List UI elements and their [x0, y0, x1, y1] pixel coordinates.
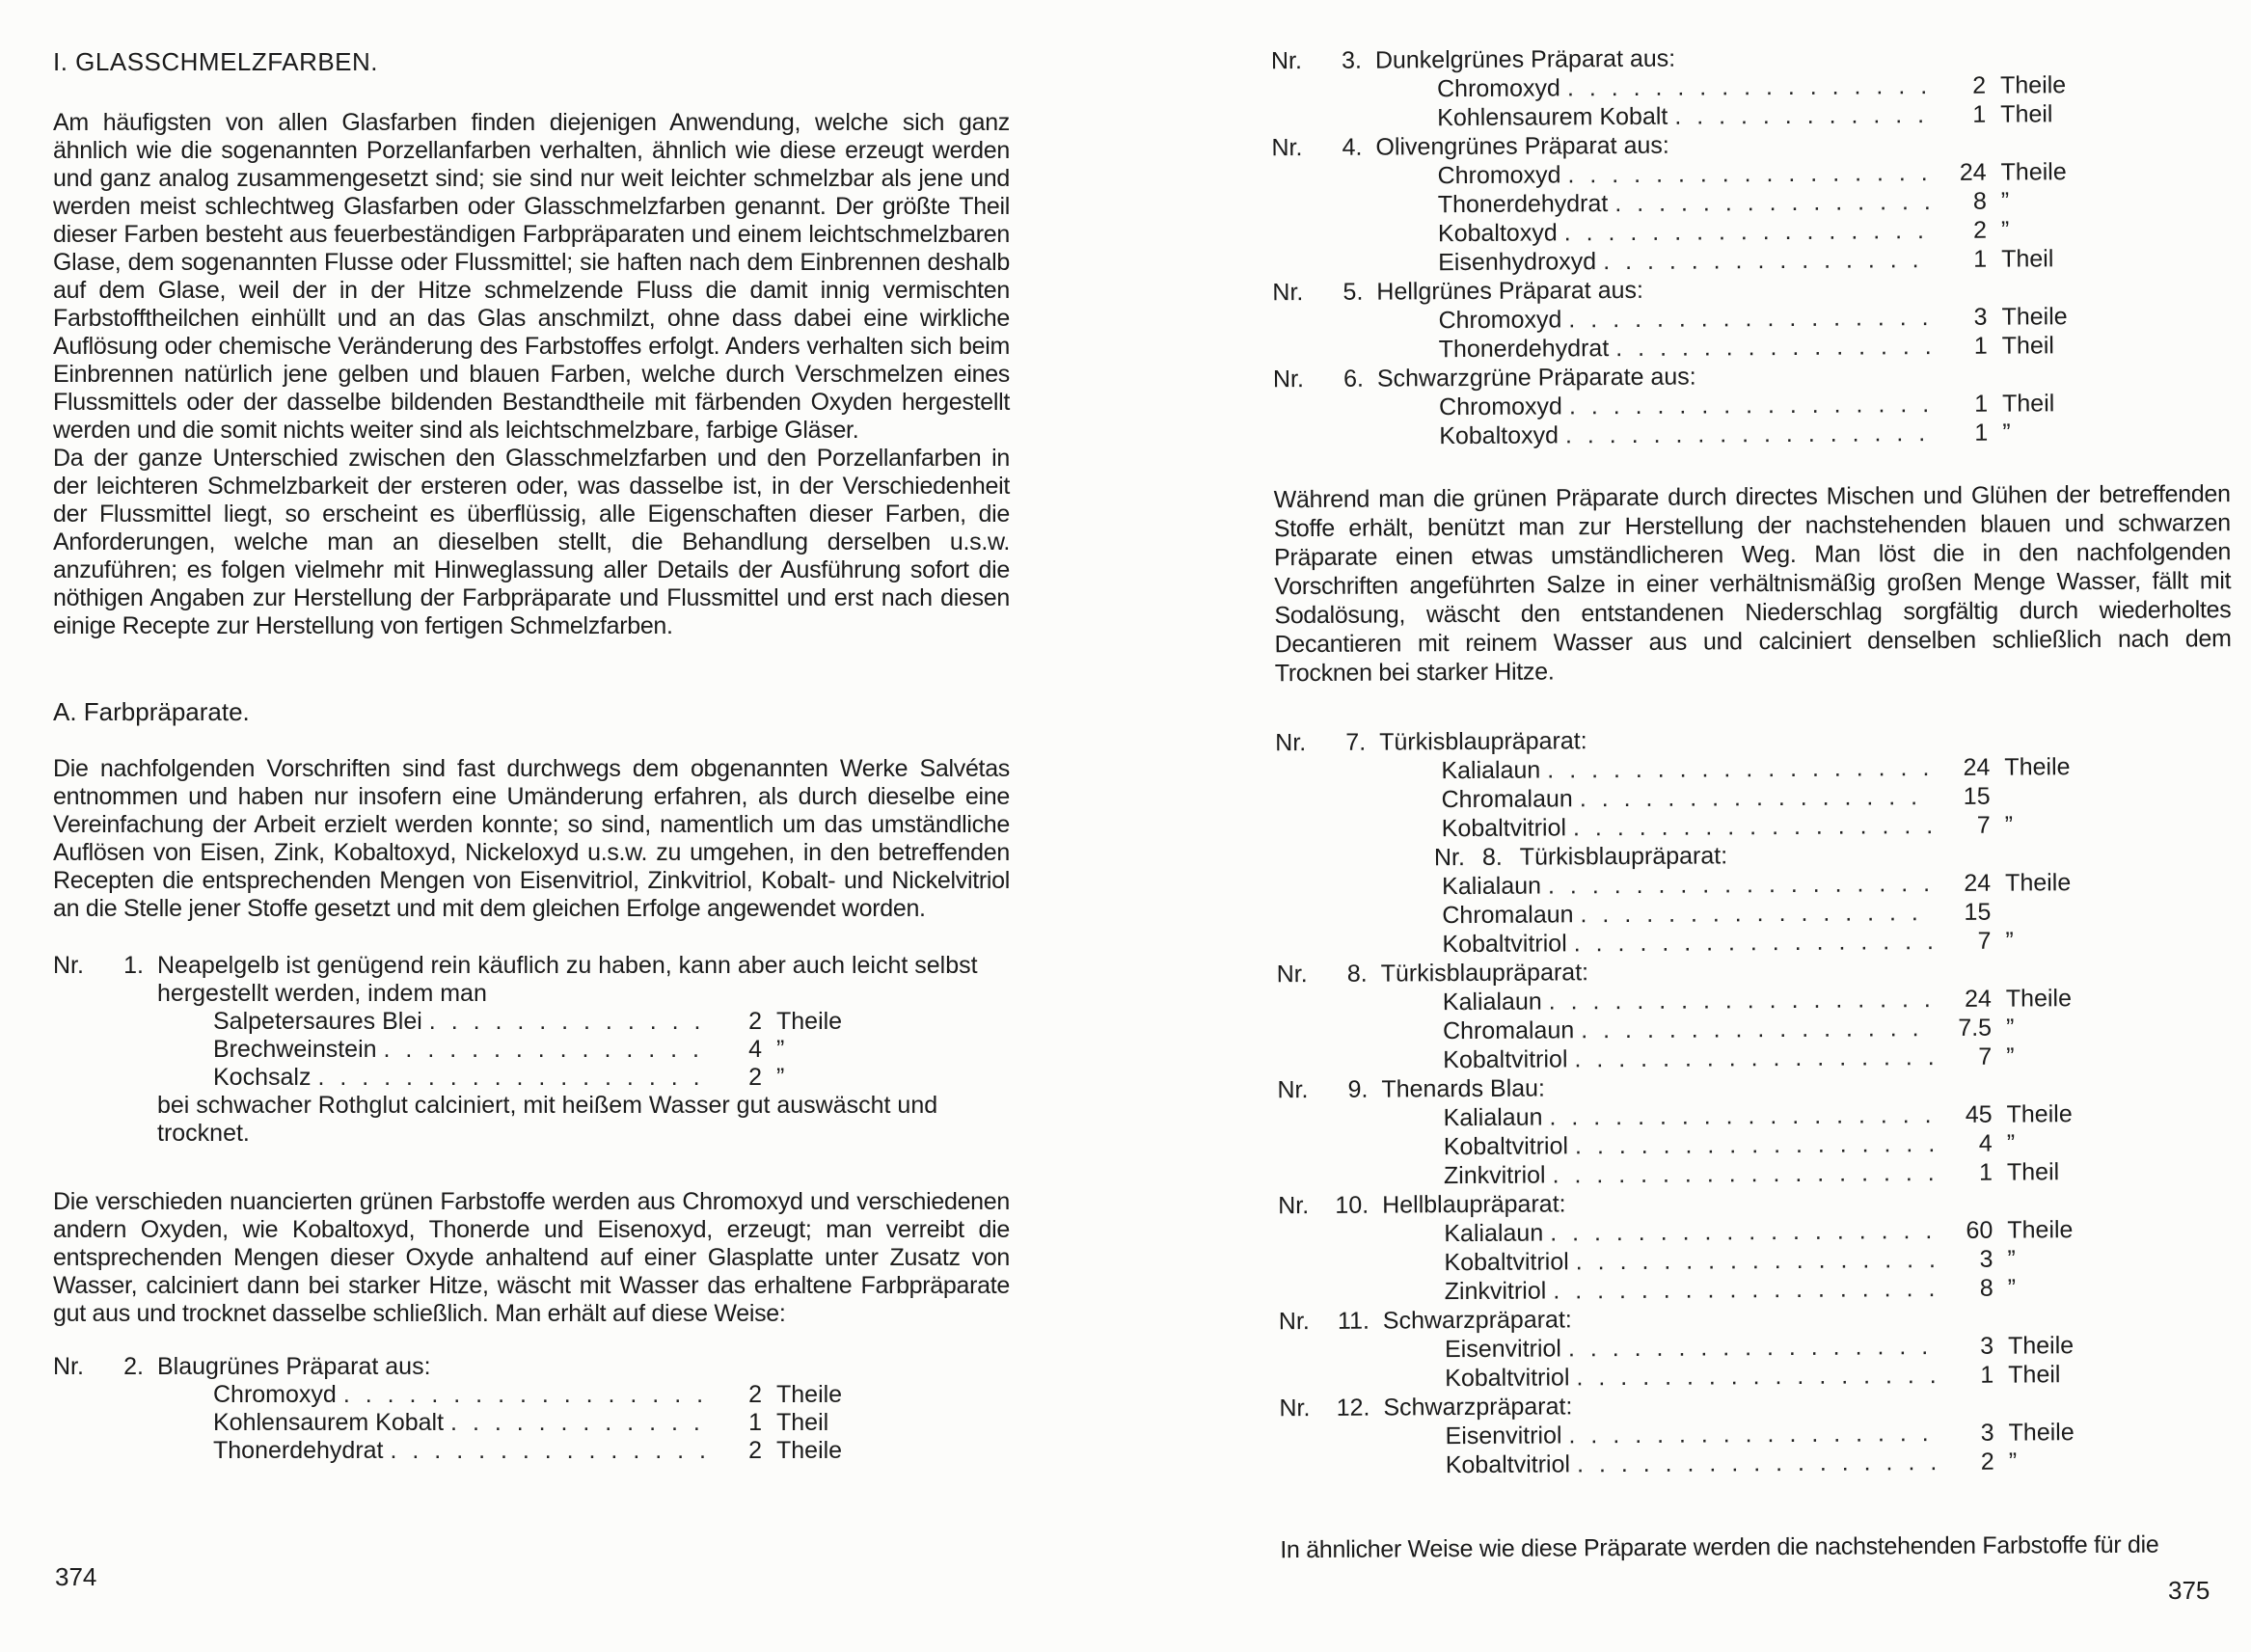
- dot-leader: [1541, 869, 1935, 900]
- ingredient-unit: [1991, 803, 2094, 804]
- dot-leader: [1560, 158, 1930, 189]
- ingredient-name: Kalialaun: [1443, 1103, 1543, 1132]
- ingredient-row: [1445, 1331, 2097, 1364]
- ingredient-name: Thonerdehydrat: [1438, 335, 1610, 364]
- ingredient-name: Eisenvitriol: [1444, 1335, 1562, 1364]
- ingredient-unit: Theile: [2000, 158, 2067, 186]
- dot-leader: [1561, 303, 1931, 334]
- recipe-number: 8.: [1346, 960, 1368, 988]
- ingredient-row: [1445, 1273, 2097, 1306]
- ingredient-unit: ”: [2006, 1129, 2016, 1157]
- recipe-list-bottom: [1275, 722, 2237, 1480]
- ingredient-unit: ”: [2005, 927, 2014, 955]
- ingredient-name: Eisenvitriol: [1445, 1422, 1562, 1450]
- recipe-number: 7.: [1345, 728, 1367, 756]
- recipe-nr-label: Nr.: [1271, 134, 1303, 162]
- ingredient-name: Kalialaun: [1444, 1219, 1544, 1248]
- ingredient-quantity: 15: [1963, 782, 1991, 810]
- recipe-title: Dunkelgrünes Präparat aus:: [1374, 44, 1676, 74]
- section-heading: A. Farbpräparate.: [53, 697, 250, 726]
- recipe-number: 12.: [1336, 1394, 1370, 1422]
- ingredient-row: [1437, 99, 2089, 132]
- ingredient-unit: ”: [2000, 216, 2010, 244]
- dot-leader: [384, 1437, 706, 1465]
- ingredient-quantity: 1: [1973, 332, 1988, 360]
- ingredient-name: Chromoxyd: [1438, 306, 1562, 335]
- ingredient-name: Chromalaun: [1442, 901, 1574, 930]
- ingredient-unit: Theil: [2001, 332, 2054, 360]
- ingredient-row: [1443, 1042, 2095, 1074]
- recipe-nr-label: Nr.: [1276, 961, 1308, 988]
- recipe-number: 9.: [1347, 1075, 1369, 1103]
- ingredient-row: [1439, 418, 2091, 450]
- recipe-nr-label: Nr.: [1275, 729, 1307, 757]
- dot-leader: [337, 1381, 706, 1409]
- ingredient-unit: Theil: [2008, 1361, 2061, 1389]
- recipe-number: 8.: [1481, 843, 1503, 871]
- ingredient-name: Kobaltvitriol: [1441, 814, 1567, 843]
- ingredient-unit: Theile: [2005, 869, 2072, 897]
- ingredient-unit: ”: [2004, 811, 2014, 839]
- ingredient-name: Chromoxyd: [1436, 74, 1560, 103]
- ingredient-name: Kobaltvitriol: [1445, 1364, 1570, 1393]
- ingredient-name: Kobaltvitriol: [1444, 1248, 1569, 1277]
- ingredient-name: Eisenhydroxyd: [1438, 248, 1597, 277]
- ingredient-name: Kobaltoxyd: [1439, 421, 1559, 450]
- ingredient-quantity: 1: [1974, 390, 1989, 418]
- chapter-heading: I. GLASSCHMELZFARBEN.: [53, 47, 379, 76]
- ingredient-quantity: 7: [1978, 1043, 1993, 1070]
- ingredient-name: Kobaltvitriol: [1443, 1132, 1569, 1161]
- recipe-block: [1278, 1185, 2236, 1307]
- ingredient-row: [1444, 1128, 2096, 1161]
- recipe-block: [1277, 954, 2235, 1075]
- ingredient-quantity: 2: [748, 1437, 762, 1464]
- recipe-number: 4.: [1342, 133, 1363, 161]
- ingredient-quantity: 8: [1972, 187, 1987, 215]
- recipe-nr-label: Nr.: [1272, 279, 1304, 307]
- recipe-title: Schwarzpräparat:: [1382, 1306, 1572, 1335]
- ingredient-row: [1441, 781, 2093, 814]
- ingredient-quantity: 7: [1976, 811, 1991, 839]
- page-374: [53, 0, 1010, 1465]
- ingredient-quantity: 2: [1972, 216, 1988, 244]
- recipe-number: 10.: [1335, 1191, 1370, 1219]
- recipe-block: [53, 1353, 1010, 1465]
- ingredient-quantity: 2: [748, 1064, 762, 1091]
- ingredient-row: [213, 1381, 865, 1409]
- ingredient-unit: Theil: [2001, 390, 2055, 418]
- dot-leader: [422, 1008, 706, 1036]
- ingredient-row: [1444, 1099, 2096, 1132]
- ingredient-name: Thonerdehydrat: [213, 1437, 384, 1464]
- ingredient-quantity: 8: [1979, 1274, 1993, 1302]
- recipe-number: 11.: [1337, 1307, 1370, 1335]
- ingredient-quantity: 2: [1980, 1448, 1994, 1476]
- recipe-block: [1279, 1301, 2237, 1394]
- dot-leader: [1567, 1043, 1936, 1073]
- ingredient-row: [1439, 389, 2091, 421]
- dot-leader: [1560, 71, 1930, 102]
- ingredient-quantity: 1: [1980, 1361, 1994, 1389]
- dot-leader: [1573, 898, 1935, 929]
- ingredient-name: Kobaltvitriol: [1442, 930, 1567, 959]
- recipe-title: Neapelgelb ist genügend rein käuflich zu haben, kann aber auch leicht selbst: [157, 952, 978, 979]
- ingredient-row: [1441, 752, 2093, 785]
- recipe-block: [1277, 1070, 2235, 1191]
- ingredient-row: [1442, 868, 2094, 901]
- recipe-nr-label: Nr.: [1278, 1308, 1310, 1336]
- dot-leader: [1569, 1245, 1938, 1276]
- dot-leader: [1561, 1332, 1938, 1363]
- ingredient-name: Kohlensaurem Kobalt: [213, 1409, 445, 1436]
- ingredient-quantity: 4: [1978, 1129, 1993, 1157]
- recipe-nr-label: Nr.: [53, 952, 84, 979]
- ingredient-quantity: 3: [1980, 1419, 1994, 1447]
- ingredient-name: Kalialaun: [1442, 872, 1542, 901]
- ingredient-quantity: 24: [1963, 753, 1991, 781]
- ingredient-quantity: 3: [1973, 303, 1988, 331]
- dot-leader: [1540, 753, 1934, 784]
- recipe-title: Schwarzgrüne Präparate aus:: [1376, 363, 1696, 393]
- dot-leader: [1573, 782, 1935, 813]
- ingredient-row: [1444, 1215, 2096, 1248]
- ingredient-name: Chromoxyd: [1439, 393, 1563, 421]
- ingredient-unit: Theile: [2005, 985, 2073, 1013]
- ingredient-unit: Theile: [2007, 1216, 2074, 1244]
- ingredient-row: [1443, 1013, 2095, 1045]
- dot-leader: [1608, 187, 1931, 218]
- ingredient-row: [213, 1036, 865, 1064]
- recipe-number: 5.: [1342, 278, 1364, 306]
- recipe-title: Türkisblaupräparat:: [1519, 842, 1728, 871]
- ingredient-unit: ”: [776, 1064, 785, 1091]
- recipe-nr-2: [53, 1353, 1010, 1465]
- closing-line: In ähnlicher Weise wie diese Präparate werden die nachstehenden Farbstoffe für die: [1280, 1530, 2159, 1564]
- ingredient-row: [1442, 897, 2094, 930]
- paragraph-blue-black-method: Während man die grünen Präparate durch directes Mischen und Glühen der betreffenden Stoffe erhält, benützt man zur Herstellung der nachstehenden blauen und schwarzen Präparate einen etwas umständlicheren Weg. Man löst die in den nachfolgenden Vorschriften angeführten Salze in einer verhältnismäßig großen Menge Wasser, fällt mit Sodalösung, wäscht den entstandenen Niederschlag sorgfältig durch wiederholtes Decantieren mit reinem Wasser aus und calciniert denselben schließlich nach dem Trocknen bei starker Hitze.: [1273, 480, 2232, 688]
- ingredient-quantity: 45: [1965, 1100, 1993, 1128]
- paragraph-green-pigments: Die verschieden nuancierten grünen Farbstoffe werden aus Chromoxyd und verschiedenen andern Oxyden, wie Kobaltoxyd, Thonerde und Eisenoxyd, erzeugt; man verreibt die entsprechenden Mengen dieser Oxyde anhaltend auf einer Glasplatte unter Zusatz von Wasser, calciniert dann bei starker Hitze, wäscht mit Wasser das erhaltene Farbpräparate gut aus und trocknet dasselbe schließlich. Man erhält auf diese Weise:: [53, 1188, 1010, 1327]
- recipe-title: Blaugrünes Präparat aus:: [157, 1353, 431, 1380]
- ingredient-row: [1438, 302, 2090, 335]
- recipe-block: [1275, 722, 2233, 960]
- ingredient-quantity: 1: [1978, 1158, 1993, 1186]
- ingredient-row: [1443, 984, 2095, 1016]
- ingredient-unit: Theile: [776, 1008, 843, 1035]
- ingredient-quantity: 1: [1972, 100, 1987, 128]
- ingredient-unit: ”: [2002, 419, 2011, 447]
- ingredient-row: [1444, 1244, 2096, 1277]
- recipe-block: [53, 952, 1010, 1148]
- dot-leader: [1545, 1158, 1937, 1189]
- ingredient-unit: Theile: [1999, 71, 2067, 99]
- dot-leader: [1567, 927, 1936, 958]
- ingredient-unit: Theil: [2000, 100, 2053, 128]
- ingredient-quantity: 15: [1964, 898, 1992, 926]
- ingredient-unit: Theil: [2006, 1158, 2060, 1186]
- ingredient-name: Brechweinstein: [213, 1036, 377, 1063]
- recipe-block: [1271, 127, 2229, 278]
- ingredient-name: Chromalaun: [1442, 1016, 1575, 1045]
- recipe-block: [1271, 41, 2229, 133]
- ingredient-unit: Theil: [776, 1409, 829, 1436]
- recipe-title: Thenards Blau:: [1381, 1074, 1546, 1103]
- dot-leader: [1668, 100, 1930, 131]
- recipe-title: Türkisblaupräparat:: [1380, 959, 1589, 988]
- dot-leader: [1574, 1014, 1936, 1044]
- ingredient-quantity: 2: [1972, 71, 1987, 99]
- ingredient-quantity: 24: [1964, 869, 1992, 897]
- ingredient-row: [213, 1437, 865, 1465]
- recipe-number: 2.: [123, 1353, 144, 1380]
- ingredient-unit: ”: [776, 1036, 785, 1063]
- recipe-number: 3.: [1341, 46, 1362, 74]
- ingredient-quantity: 2: [748, 1381, 762, 1408]
- ingredient-name: Chromalaun: [1441, 785, 1573, 814]
- dot-leader: [1566, 811, 1935, 842]
- ingredient-quantity: 1: [748, 1409, 762, 1436]
- ingredient-unit: [1991, 919, 2094, 920]
- ingredient-name: Chromoxyd: [213, 1381, 337, 1408]
- dot-leader: [1542, 1100, 1936, 1131]
- ingredient-quantity: 7.5: [1958, 1014, 1993, 1042]
- dot-leader: [1562, 390, 1932, 420]
- recipe-block: [1272, 272, 2230, 365]
- ingredient-name: Kochsalz: [213, 1064, 312, 1091]
- recipe-header: [53, 1353, 1010, 1381]
- ingredient-row: [1446, 1447, 2098, 1479]
- ingredient-unit: Theile: [2001, 303, 2068, 331]
- ingredient-name: Kobaltvitriol: [1443, 1045, 1568, 1074]
- dot-leader: [1609, 332, 1932, 363]
- ingredient-row: [1446, 1418, 2098, 1450]
- dot-leader: [1543, 1216, 1937, 1247]
- ingredient-unit: Theile: [2007, 1332, 2075, 1360]
- ingredient-unit: ”: [2005, 1014, 2015, 1042]
- recipe-title: Türkisblaupräparat:: [1379, 727, 1587, 756]
- ingredient-name: Kobaltoxyd: [1437, 219, 1558, 248]
- recipe-nr-label: Nr.: [1278, 1192, 1310, 1220]
- recipe-outro-line: bei schwacher Rothglut calciniert, mit heißem Wasser gut auswäscht und: [157, 1092, 938, 1119]
- ingredient-name: Thonerdehydrat: [1437, 190, 1609, 219]
- ingredient-unit: Theil: [2001, 245, 2054, 273]
- recipe-nr-1: [53, 952, 1010, 1148]
- recipe-nr-label: Nr.: [53, 1353, 84, 1380]
- sub-recipe-header: [1434, 838, 2233, 872]
- ingredient-quantity: 4: [748, 1036, 762, 1063]
- ingredient-name: Zinkvitriol: [1443, 1161, 1546, 1190]
- page-number-right: 375: [2168, 1576, 2210, 1605]
- ingredient-name: Chromoxyd: [1437, 161, 1561, 190]
- recipe-title: Hellgrünes Präparat aus:: [1376, 276, 1643, 306]
- dot-leader: [1568, 1129, 1937, 1160]
- recipe-nr-label: Nr.: [1433, 844, 1465, 872]
- dot-leader: [1559, 419, 1932, 449]
- dot-leader: [1561, 1419, 1938, 1449]
- ingredient-unit: Theile: [776, 1381, 843, 1408]
- ingredient-name: Zinkvitriol: [1444, 1277, 1547, 1306]
- ingredient-quantity: 24: [1964, 985, 1992, 1013]
- ingredient-unit: ”: [2008, 1448, 2018, 1476]
- ingredient-row: [1438, 215, 2090, 248]
- ingredient-unit: Theile: [2004, 753, 2071, 781]
- recipe-nr-label: Nr.: [1272, 366, 1304, 393]
- page-375: [1271, 0, 2237, 1564]
- ingredient-row: [213, 1064, 865, 1092]
- dot-leader: [1546, 1274, 1938, 1305]
- paragraph-intro-1: Am häufigsten von allen Glasfarben finden diejenigen Anwendung, welche sich ganz ähnlich wie die sogenannten Porzellanfarben verhalten, ähnlich wie diese erzeugt werden und ganz analog zusammengesetzt sind; sie sind nur weit leichter schmelzbar als jene und werden meist schlechtweg Glasfarben oder Glasschmelzfarben genannt. Der größte Theil dieser Farben besteht aus feuerbeständigen Farbpräparaten und einem leichtschmelzbaren Glase, dem sogenannten Flusse oder Flussmittel; sie haften nach dem Einbrennen deshalb auf dem Glase, weil der in der Hitze schmelzende Fluss die damit innig vermischten Farbstofftheilchen einhüllt und an das Glas anschmilzt, ohne dass dabei eine wirkliche Auflösung oder chemische Veränderung des Farbstoffes erfolgt. Anders verhalten sich beim Einbrennen natürlich jene gelben und blauen Farben, welche durch Verschmelzen eines Flussmittels oder der dasselbe bildenden Bestandtheile mit färbenden Oxyden hergestellt werden und die somit nichts weiter sind als leichtschmelzbare, farbige Gläser.: [53, 109, 1010, 444]
- ingredient-quantity: 1: [1973, 245, 1988, 273]
- ingredient-row: [1439, 331, 2091, 364]
- ingredient-name: Kalialaun: [1442, 988, 1542, 1016]
- ingredient-row: [213, 1409, 865, 1437]
- dot-leader: [1570, 1448, 1939, 1478]
- dot-leader: [1558, 216, 1931, 247]
- recipe-title: Olivengrünes Präparat aus:: [1375, 131, 1669, 161]
- ingredient-row: [1437, 70, 2089, 103]
- recipe-title: Schwarzpräparat:: [1383, 1393, 1573, 1422]
- recipe-block: [1273, 359, 2231, 451]
- ingredient-quantity: 3: [1979, 1245, 1993, 1273]
- ingredient-unit: Theile: [2008, 1419, 2075, 1447]
- recipe-title: Hellblaupräparat:: [1382, 1190, 1566, 1219]
- ingredient-row: [1442, 810, 2094, 843]
- page-number-left: 374: [55, 1562, 97, 1591]
- recipe-nr-label: Nr.: [1270, 47, 1302, 75]
- ingredient-quantity: 2: [748, 1008, 762, 1035]
- ingredient-name: Salpetersaures Blei: [213, 1008, 422, 1035]
- recipe-number: 6.: [1342, 365, 1364, 393]
- dot-leader: [1569, 1361, 1938, 1392]
- recipe-outro-line: trocknet.: [157, 1120, 250, 1147]
- ingredient-row: [1445, 1360, 2097, 1393]
- ingredient-quantity: 1: [1974, 419, 1989, 447]
- recipe-number: 1.: [123, 952, 144, 979]
- recipe-title-continuation: hergestellt werden, indem man: [157, 980, 487, 1007]
- ingredient-row: [1438, 244, 2090, 277]
- ingredient-quantity: 7: [1977, 927, 1992, 955]
- dot-leader: [377, 1036, 706, 1064]
- ingredient-unit: Theile: [776, 1437, 843, 1464]
- dot-leader: [1542, 985, 1936, 1016]
- ingredient-name: Kobaltvitriol: [1445, 1450, 1571, 1479]
- ingredient-unit: ”: [2007, 1274, 2017, 1302]
- dot-leader: [444, 1409, 706, 1437]
- ingredient-quantity: 60: [1966, 1216, 1993, 1244]
- ingredient-unit: ”: [2007, 1245, 2016, 1273]
- ingredient-unit: ”: [2000, 187, 2010, 215]
- paragraph-intro-2: Da der ganze Unterschied zwischen den Glasschmelzfarben und den Porzellanfarben in der leichteren Schmelzbarkeit der ersteren oder, was dasselbe ist, in der Verschiedenheit der Flussmittel liegt, so erscheint es überflüssig, alle Eigenschaften dieser Farben, die Anforderungen, welche man an dieselben stellt, die Behandlung derselben u.s.w. anzuführen; es folgen vielmehr mit Hinweglassung aller Details der Ausführung sofort die nöthigen Angaben zur Herstellung der Farbpräparate und Flussmittel und erst nach diesen einige Recepte zur Herstellung von fertigen Schmelzfarben.: [53, 445, 1010, 639]
- paragraph-sources: Die nachfolgenden Vorschriften sind fast durchwegs dem obgenannten Werke Salvétas entnommen und haben nur insofern eine Umänderung erfahren, als durch dieselbe eine Vereinfachung der Arbeit erzielt werden konnte; so sind, namentlich um das umständliche Auflösen von Eisen, Zink, Kobaltoxyd, Nickeloxyd u.s.w. zu umgehen, in den betreffenden Recepten die entsprechenden Mengen von Eisenvitriol, Zinkvitriol, Kobalt- und Nickelvitriol an die Stelle jener Stoffe gesetzt und mit dem gleichen Erfolge angewendet worden.: [53, 755, 1010, 922]
- recipe-block: [1279, 1388, 2237, 1480]
- recipe-nr-label: Nr.: [1279, 1395, 1311, 1422]
- recipe-nr-label: Nr.: [1277, 1076, 1309, 1104]
- ingredient-row: [1438, 157, 2090, 190]
- dot-leader: [1596, 245, 1931, 276]
- ingredient-name: Kohlensaurem Kobalt: [1437, 102, 1668, 132]
- ingredient-row: [1442, 926, 2094, 959]
- recipe-header: [53, 952, 1010, 980]
- ingredient-row: [1444, 1157, 2096, 1190]
- ingredient-quantity: 24: [1959, 158, 1987, 186]
- ingredient-row: [213, 1008, 865, 1036]
- ingredient-unit: Theile: [2006, 1100, 2073, 1128]
- dot-leader: [311, 1064, 706, 1092]
- recipe-list-top: [1271, 41, 2231, 451]
- ingredient-quantity: 3: [1980, 1332, 1994, 1360]
- ingredient-unit: ”: [2006, 1043, 2015, 1070]
- ingredient-row: [1438, 186, 2090, 219]
- ingredient-name: Kalialaun: [1441, 756, 1541, 785]
